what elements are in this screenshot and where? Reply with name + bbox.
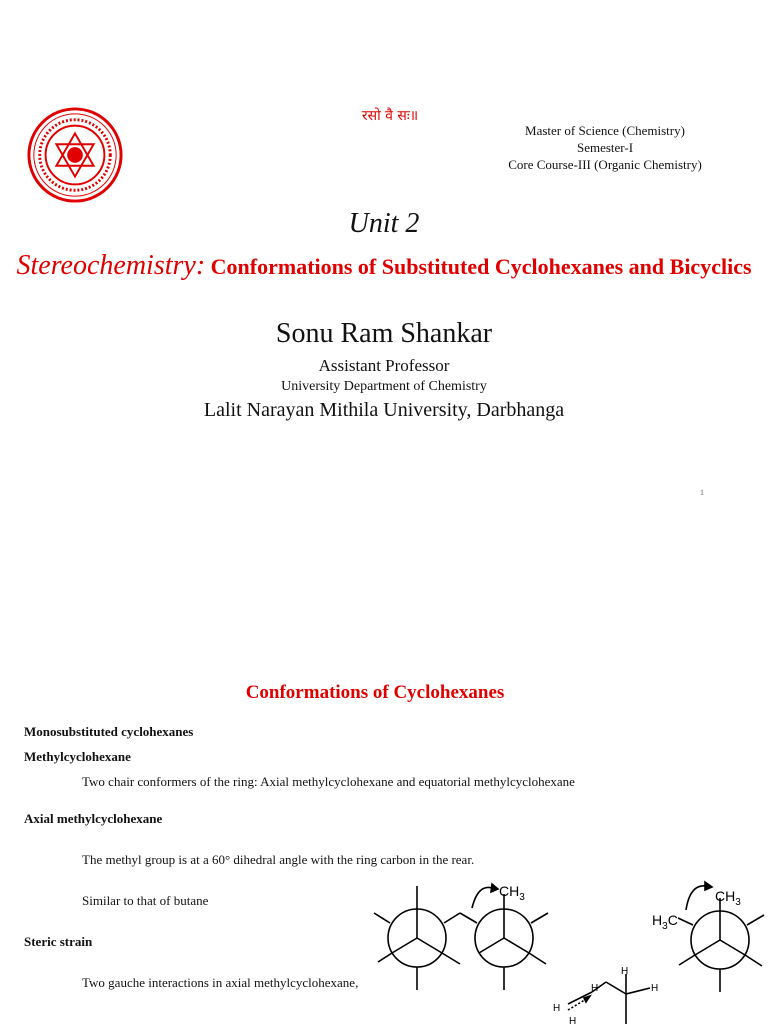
- h-atom-label: H: [621, 966, 629, 977]
- h-atom-label: H: [651, 983, 659, 994]
- course-info: [480, 122, 730, 173]
- ch3-label: $CH_3$: [499, 883, 525, 903]
- h3c-label: $H_3C$: [652, 912, 678, 932]
- heading-steric-strain: Steric strain: [24, 934, 93, 949]
- h-atom-label: H: [591, 983, 599, 994]
- heading-methylcyclohexane: Methylcyclohexane: [24, 749, 131, 764]
- section-title: Conformations of Cyclohexanes: [245, 682, 505, 703]
- newman-projection-diagram: [360, 870, 768, 1024]
- course-line: Semester-I: [576, 140, 634, 155]
- department-name: University Department of Chemistry: [281, 379, 487, 394]
- university-seal-logo: [26, 106, 124, 204]
- heading-axial-methylcyclohexane: Axial methylcyclohexane: [24, 811, 163, 826]
- paragraph-similar-butane: Similar to that of butane: [82, 893, 209, 908]
- author-name: Sonu Ram Shankar: [275, 318, 493, 349]
- h-atom-label: H: [569, 1016, 577, 1024]
- course-line: Master of Science (Chemistry): [525, 123, 685, 138]
- title-lead: Stereochemistry:: [16, 250, 206, 281]
- author-position: Assistant Professor: [318, 356, 450, 375]
- ch3-label-right: $CH_3$: [715, 888, 741, 908]
- document-title: [10, 248, 758, 284]
- subheading-monosubstituted: Monosubstituted cyclohexanes: [24, 724, 194, 739]
- university-name: Lalit Narayan Mithila University, Darbhanga: [203, 399, 565, 421]
- h-atom-label: H: [553, 1003, 561, 1014]
- page-number: 1: [700, 488, 704, 497]
- unit-heading: Unit 2: [348, 208, 420, 239]
- title-rest: Conformations of Substituted Cyclohexanes and Bicyclics: [210, 254, 752, 279]
- sawhorse-projection: [568, 974, 650, 1024]
- course-line: Core Course-III (Organic Chemistry): [508, 157, 702, 172]
- newman-projection-middle: [460, 884, 548, 990]
- paragraph-chair-conformers: Two chair conformers of the ring: Axial methylcyclohexane and equatorial methylcyclohexane: [82, 774, 575, 789]
- paragraph-gauche-interactions: Two gauche interactions in axial methylcyclohexane,: [82, 975, 359, 990]
- newman-projection-left: [374, 886, 460, 990]
- sanskrit-motto: रसो वै सः॥: [361, 108, 419, 124]
- paragraph-dihedral-angle: The methyl group is at a 60° dihedral angle with the ring carbon in the rear.: [82, 852, 475, 867]
